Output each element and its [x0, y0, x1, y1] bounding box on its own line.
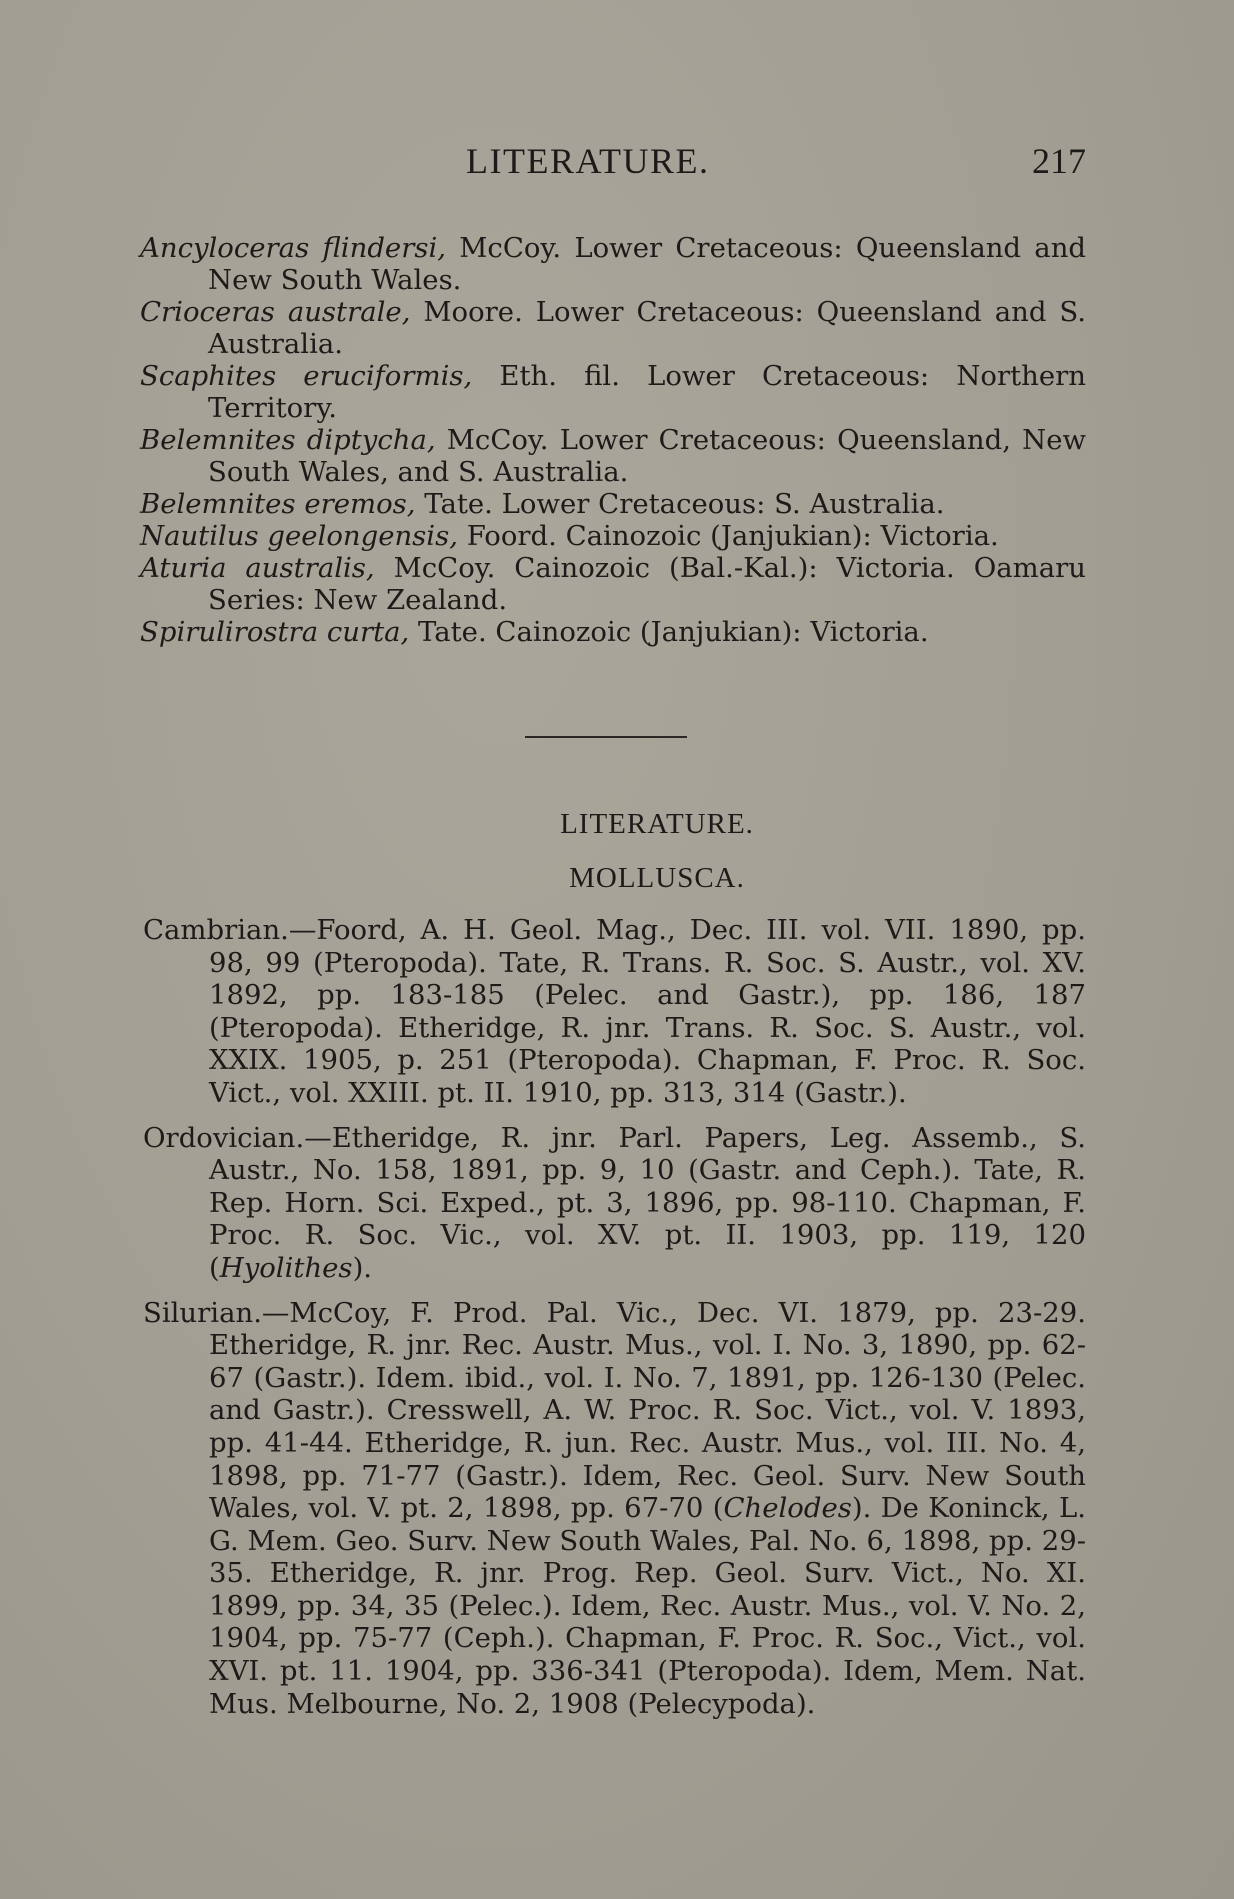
species-entry [140, 424, 1086, 488]
page-number: 217 [1032, 141, 1086, 181]
reference-silurian [143, 1297, 1086, 1721]
mollusca-heading [0, 862, 1234, 895]
species-info: Moore. Lower Cretaceous: Queensland and S. Australia. [208, 296, 1086, 360]
reference-ordovician [143, 1122, 1086, 1285]
species-info: Eth. fil. Lower Cretaceous: Northern Territory. [208, 360, 1086, 424]
literature-heading [0, 808, 1234, 841]
taxon-name: Belemnites diptycha, [140, 424, 436, 456]
species-entry [140, 520, 1086, 552]
reference-text-end: ). De Koninck, L. G. Mem. Geo. Surv. New South Wales, Pal. No. 6, 1898, pp. 29-35. Etheridge, R. jnr. Prog. Rep. Geol. Surv. Vict., No. XI. 1899, pp. 34, 35 (Pelec.). Idem, Rec. Austr. Mus., vol. V. No. 2, 1904, pp. 75-77 (Ceph.). Chapman, F. Proc. R. Soc., Vict., vol. XVI. pt. 11. 1904, pp. 336-341 (Pteropoda). Idem, Mem. Nat. Mus. Melbourne, No. 2, 1908 (Pelecypoda). [209, 1492, 1086, 1720]
section-divider [525, 736, 687, 738]
species-info: McCoy. Lower Cretaceous: Queensland and New South Wales. [208, 232, 1087, 296]
species-entry [140, 616, 1086, 648]
species-info: Tate. Lower Cretaceous: S. Australia. [415, 488, 945, 520]
reference-list [143, 914, 1086, 1732]
species-info: Tate. Cainozoic (Janjukian): Victoria. [409, 616, 929, 648]
species-entry [140, 232, 1086, 296]
literature-heading-text: LITERATURE. [560, 808, 754, 840]
reference-text: Cambrian.—Foord, A. H. Geol. Mag., Dec. III. vol. VII. 1890, pp. 98, 99 (Pteropoda). Tate, R. Trans. R. Soc. S. Austr., vol. XV. 1892, pp. 183-185 (Pelec. and Gastr.), pp. 186, 187 (Pteropoda). Etheridge, R. jnr. Trans. R. Soc. S. Austr., vol. XXIX. 1905, p. 251 (Pteropoda). Chapman, F. Proc. R. Soc. Vict., vol. XXIII. pt. II. 1910, pp. 313, 314 (Gastr.). [143, 914, 1086, 1109]
species-entry [140, 296, 1086, 360]
taxon-name: Ancyloceras flindersi, [140, 232, 446, 264]
reference-text-end: ). [352, 1251, 373, 1284]
reference-text: Ordovician.—Etheridge, R. jnr. Parl. Papers, Leg. Assemb., S. Austr., No. 158, 1891, pp. 9, 10 (Gastr. and Ceph.). Tate, R. Rep. Horn. Sci. Exped., pt. 3, 1896, pp. 98-110. Chapman, F. Proc. R. Soc. Vic., vol. XV. pt. II. 1903, pp. 119, 120 ( [143, 1121, 1086, 1284]
taxon-name: Scaphites eruciformis, [140, 360, 473, 392]
running-head [140, 140, 1086, 190]
species-info: Foord. Cainozoic (Janjukian): Victoria. [457, 520, 999, 552]
species-info: McCoy. Lower Cretaceous: Queensland, New South Wales, and S. Australia. [208, 424, 1087, 488]
running-title: LITERATURE. [466, 141, 710, 181]
reference-italic: Hyolithes [219, 1251, 353, 1284]
reference-italic: Chelodes [723, 1492, 852, 1525]
taxon-name: Nautilus geelongensis, [140, 520, 458, 552]
mollusca-heading-text: MOLLUSCA. [569, 862, 745, 894]
species-entry [140, 488, 1086, 520]
taxon-name: Crioceras australe, [140, 296, 411, 328]
species-entry [140, 360, 1086, 424]
species-entry [140, 552, 1086, 616]
taxon-name: Aturia australis, [140, 552, 375, 584]
species-info: McCoy. Cainozoic (Bal.-Kal.): Victoria. Oamaru Series: New Zealand. [208, 552, 1086, 616]
taxon-name: Spirulirostra curta, [140, 616, 410, 648]
reference-text: Silurian.—McCoy, F. Prod. Pal. Vic., Dec. VI. 1879, pp. 23-29. Etheridge, R. jnr. Rec. Austr. Mus., vol. I. No. 3, 1890, pp. 62-67 (Gastr.). Idem. ibid., vol. I. No. 7, 1891, pp. 126-130 (Pelec. and Gastr.). Cresswell, A. W. Proc. R. Soc. Vict., vol. V. 1893, pp. 41-44. Etheridge, R. jun. Rec. Austr. Mus., vol. III. No. 4, 1898, pp. 71-77 (Gastr.). Idem, Rec. Geol. Surv. New South Wales, vol. V. pt. 2, 1898, pp. 67-70 ( [143, 1296, 1086, 1525]
species-list [140, 232, 1086, 648]
reference-cambrian [143, 914, 1086, 1110]
taxon-name: Belemnites eremos, [140, 488, 416, 520]
